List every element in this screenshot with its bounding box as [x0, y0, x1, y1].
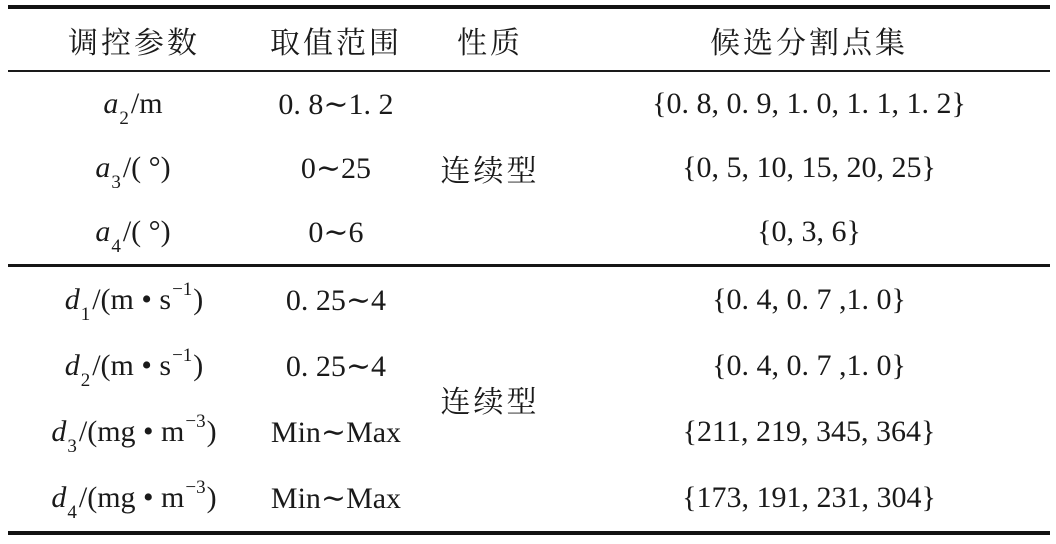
param-symbol: d [64, 283, 80, 316]
param-unit-close: ) [206, 415, 217, 448]
param-unit: /(mg • m [78, 481, 185, 514]
param-symbol: a [95, 215, 111, 248]
splits-cell: {173, 191, 231, 304} [682, 481, 936, 514]
header-property: 性质 [412, 7, 568, 71]
param-unit: /(mg • m [78, 415, 185, 448]
range-cell: 0. 25∼4 [285, 283, 387, 317]
param-unit: /(m • s [92, 349, 172, 382]
param-unit-exponent: −3 [185, 411, 206, 432]
param-unit-close: ) [193, 349, 204, 382]
splits-cell: {0. 8, 0. 9, 1. 0, 1. 1, 1. 2} [652, 87, 966, 120]
param-subscript: 2 [80, 370, 91, 391]
param-symbol: d [64, 349, 80, 382]
splits-cell: {211, 219, 345, 364} [682, 415, 936, 448]
param-unit-exponent [163, 83, 165, 104]
range-cell: 0. 25∼4 [285, 349, 387, 383]
splits-cell: {0. 4, 0. 7 ,1. 0} [712, 349, 906, 382]
param-symbol: d [51, 481, 67, 514]
header-splits: 候选分割点集 [568, 7, 1050, 71]
param-symbol: a [95, 151, 111, 184]
param-subscript: 1 [80, 304, 91, 325]
param-cell [8, 266, 260, 334]
param-cell [8, 465, 260, 533]
param-cell [8, 71, 260, 136]
range-cell: 0∼6 [260, 200, 412, 266]
range-cell: Min∼Max [270, 481, 402, 515]
param-unit-exponent: −1 [172, 345, 193, 366]
range-cell: 0∼25 [300, 151, 372, 185]
param-cell [8, 399, 260, 465]
header-param: 调控参数 [8, 7, 260, 71]
header-range: 取值范围 [260, 7, 412, 71]
param-unit-exponent [171, 147, 173, 168]
param-cell [8, 136, 260, 200]
param-unit-exponent: −1 [172, 279, 193, 300]
range-cell: Min∼Max [270, 415, 402, 449]
param-unit-exponent [171, 211, 173, 232]
param-cell [8, 333, 260, 399]
table-row-d1 [8, 266, 1050, 334]
param-unit-close: ) [193, 283, 204, 316]
param-unit-close: ) [206, 481, 217, 514]
param-subscript: 2 [119, 108, 129, 129]
param-unit-exponent: −3 [185, 477, 206, 498]
property-cell-group2: 连续型 [440, 386, 540, 419]
param-unit: /m [130, 87, 163, 120]
table-header-row [8, 7, 1050, 71]
table-row-a2 [8, 71, 1050, 136]
param-cell [8, 200, 260, 266]
property-cell-group1: 连续型 [412, 71, 568, 266]
range-cell: 0. 8∼1. 2 [278, 87, 394, 121]
param-unit: /( °) [122, 151, 171, 184]
splits-cell: {0. 4, 0. 7 ,1. 0} [712, 283, 906, 316]
param-subscript: 3 [67, 436, 77, 457]
param-subscript: 3 [111, 172, 121, 193]
splits-cell: {0, 3, 6} [568, 200, 1050, 266]
tuning-parameters-table [8, 5, 1050, 535]
param-subscript: 4 [111, 236, 121, 257]
splits-cell: {0, 5, 10, 15, 20, 25} [682, 151, 936, 184]
param-symbol: d [51, 415, 67, 448]
param-symbol: a [103, 87, 119, 120]
param-unit: /(m • s [92, 283, 172, 316]
param-subscript: 4 [67, 502, 77, 523]
param-unit: /( °) [122, 215, 171, 248]
